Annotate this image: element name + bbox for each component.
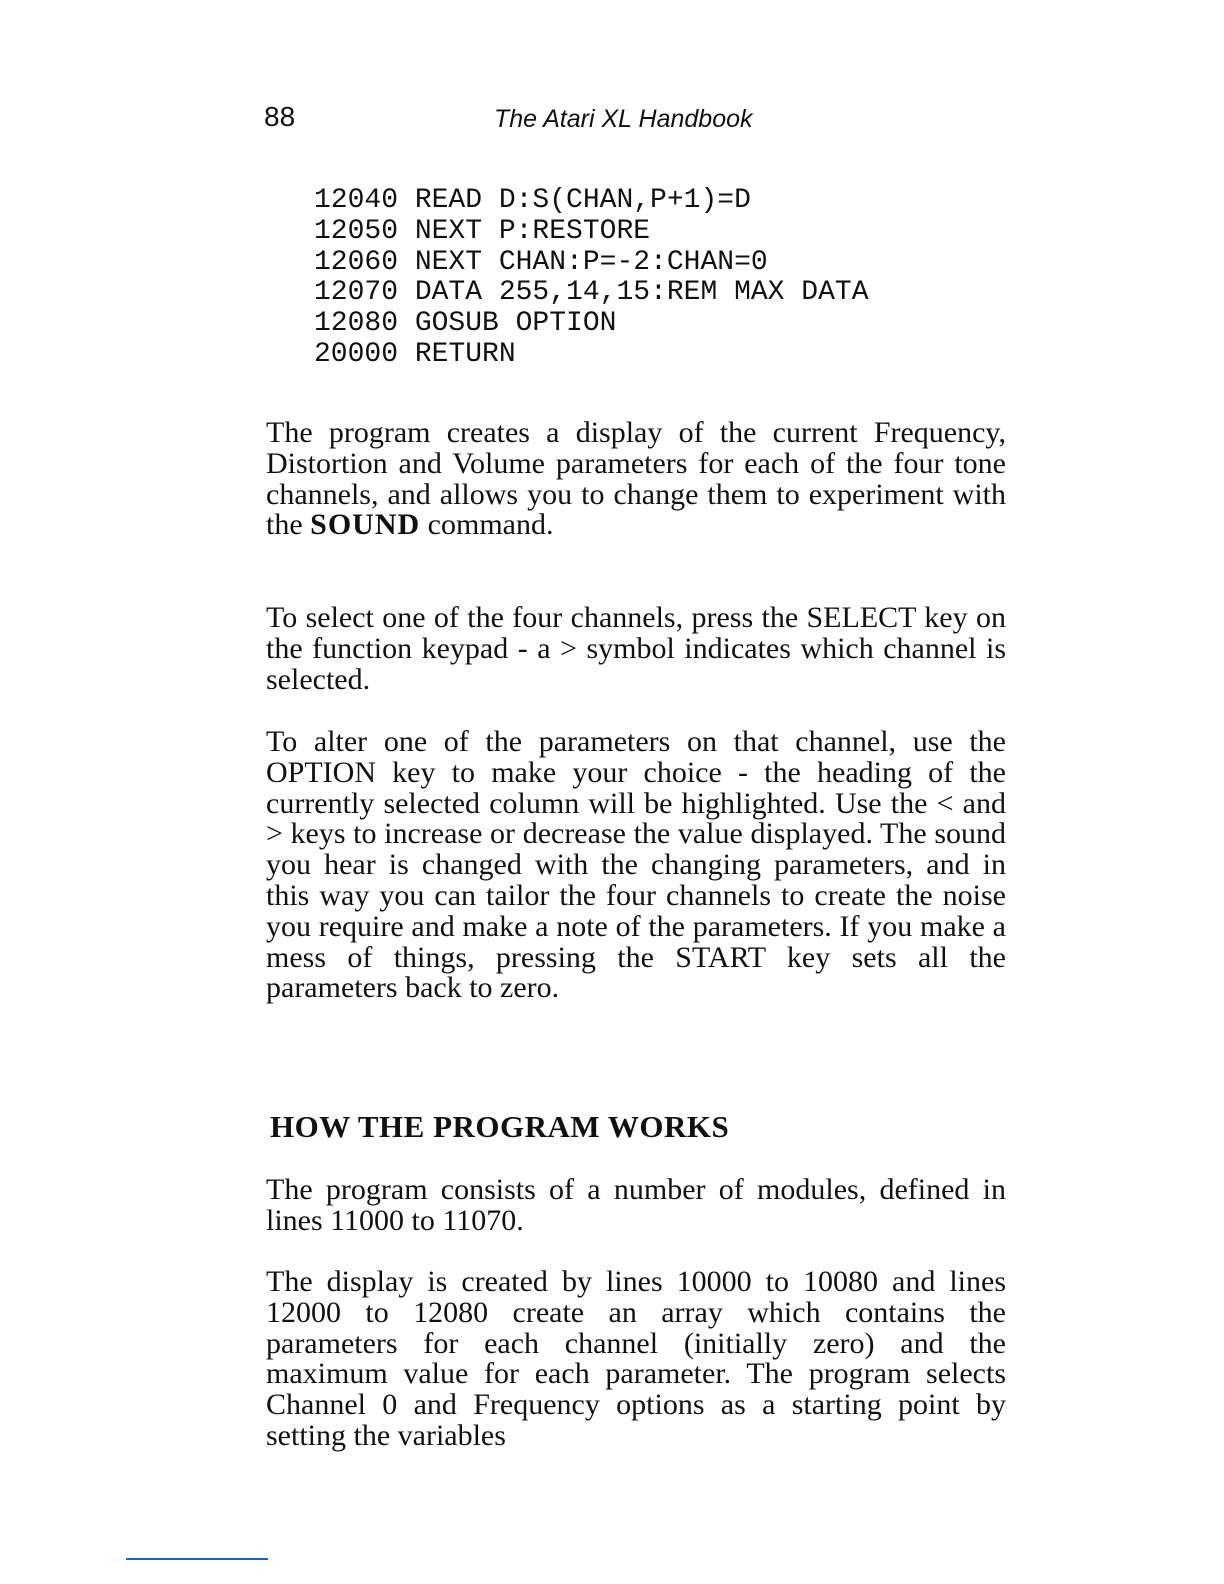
code-line: 12040 READ D:S(CHAN,P+1)=D <box>314 185 751 216</box>
paragraph-text: command. <box>420 508 554 542</box>
page-header <box>264 98 824 138</box>
paragraph-modules: The program consists of a number of modules, defined in lines 11000 to 11070. <box>266 1173 1006 1237</box>
code-line: 20000 RETURN <box>314 338 516 370</box>
running-title: The Atari XL Handbook <box>494 105 753 133</box>
code-line: 12060 NEXT CHAN:P=-2:CHAN=0 <box>314 246 768 278</box>
footnote-rule <box>126 1558 268 1560</box>
page-number: 88 <box>264 101 296 132</box>
code-line: 12050 NEXT P:RESTORE <box>314 215 651 247</box>
paragraph-text: The program creates a display of the current Frequency, Distortion and Volume parameters for each of the four tone channels, and allows you to change them to experiment with the <box>266 416 1006 542</box>
code-listing <box>314 186 869 371</box>
code-line: 12070 DATA 255,14,15:REM MAX DATA <box>314 277 869 309</box>
sound-command-keyword: SOUND <box>310 508 421 542</box>
section-heading: HOW THE PROGRAM WORKS <box>270 1109 730 1144</box>
paragraph-alter-parameters: To alter one of the parameters on that channel, use the OPTION key to make your choice - the heading of the currently selected column will be highlighted. Use the < and > keys to increase or decrease the value displayed. The sound you hear is changed with the changing parameters, and in this way you can tailor the four channels to create the noise you require and make a note of the parameters. If you make a mess of things, pressing the START key sets all the parameters back to zero. <box>266 725 1006 1005</box>
paragraph-select-channel: To select one of the four channels, press the SELECT key on the function keypad - a > symbol indicates which channel is selected. <box>266 601 1006 696</box>
paragraph-display-creation: The display is created by lines 10000 to 10080 and lines 12000 to 12080 create an array which contains the parameters for each channel (initially zero) and the maximum value for each parameter. The program selects Channel 0 and Frequency options as a starting point by setting the variables <box>266 1265 1006 1452</box>
paragraph-program-description <box>266 418 1006 541</box>
code-line: 12080 GOSUB OPTION <box>314 308 617 340</box>
